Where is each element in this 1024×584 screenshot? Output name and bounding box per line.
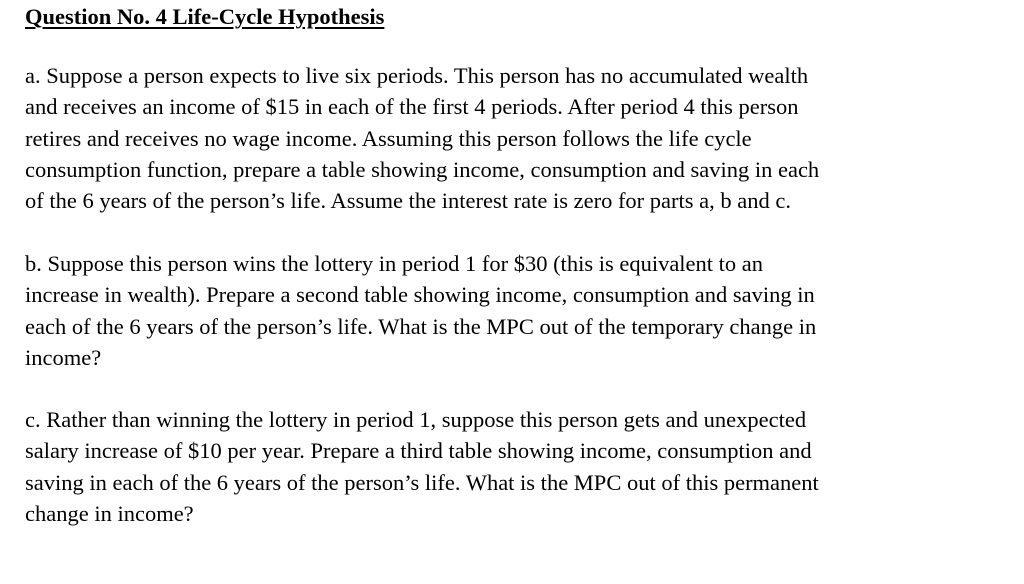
text-line: each of the 6 years of the person’s life. What is the MPC out of the temporary change in <box>25 313 817 339</box>
text-line: and receives an income of $15 in each of the first 4 periods. After period 4 this person <box>25 94 799 120</box>
text-line: income? <box>25 344 102 370</box>
paragraph-part-b <box>25 248 816 373</box>
text-line: saving in each of the 6 years of the person’s life. What is the MPC out of this permanent <box>25 469 819 495</box>
text-line: consumption function, prepare a table showing income, consumption and saving in each <box>25 156 820 182</box>
text-line: salary increase of $10 per year. Prepare a third table showing income, consumption and <box>25 438 812 464</box>
text-line: retires and receives no wage income. Assuming this person follows the life cycle <box>25 125 752 151</box>
text-line: of the 6 years of the person’s life. Assume the interest rate is zero for parts a, b and c. <box>25 188 791 214</box>
question-title: Question No. 4 Life-Cycle Hypothesis <box>25 4 385 29</box>
text-line: change in income? <box>25 500 194 526</box>
paragraph-part-a <box>25 60 819 216</box>
text-line: b. Suppose this person wins the lottery in period 1 for $30 (this is equivalent to an <box>25 251 764 276</box>
text-line: a. Suppose a person expects to live six periods. This person has no accumulated wealth <box>25 63 809 88</box>
text-line: c. Rather than winning the lottery in period 1, suppose this person gets and unexpected <box>25 407 807 432</box>
text-line: increase in wealth). Prepare a second table showing income, consumption and saving in <box>25 282 815 308</box>
paragraph-part-c <box>25 404 819 529</box>
